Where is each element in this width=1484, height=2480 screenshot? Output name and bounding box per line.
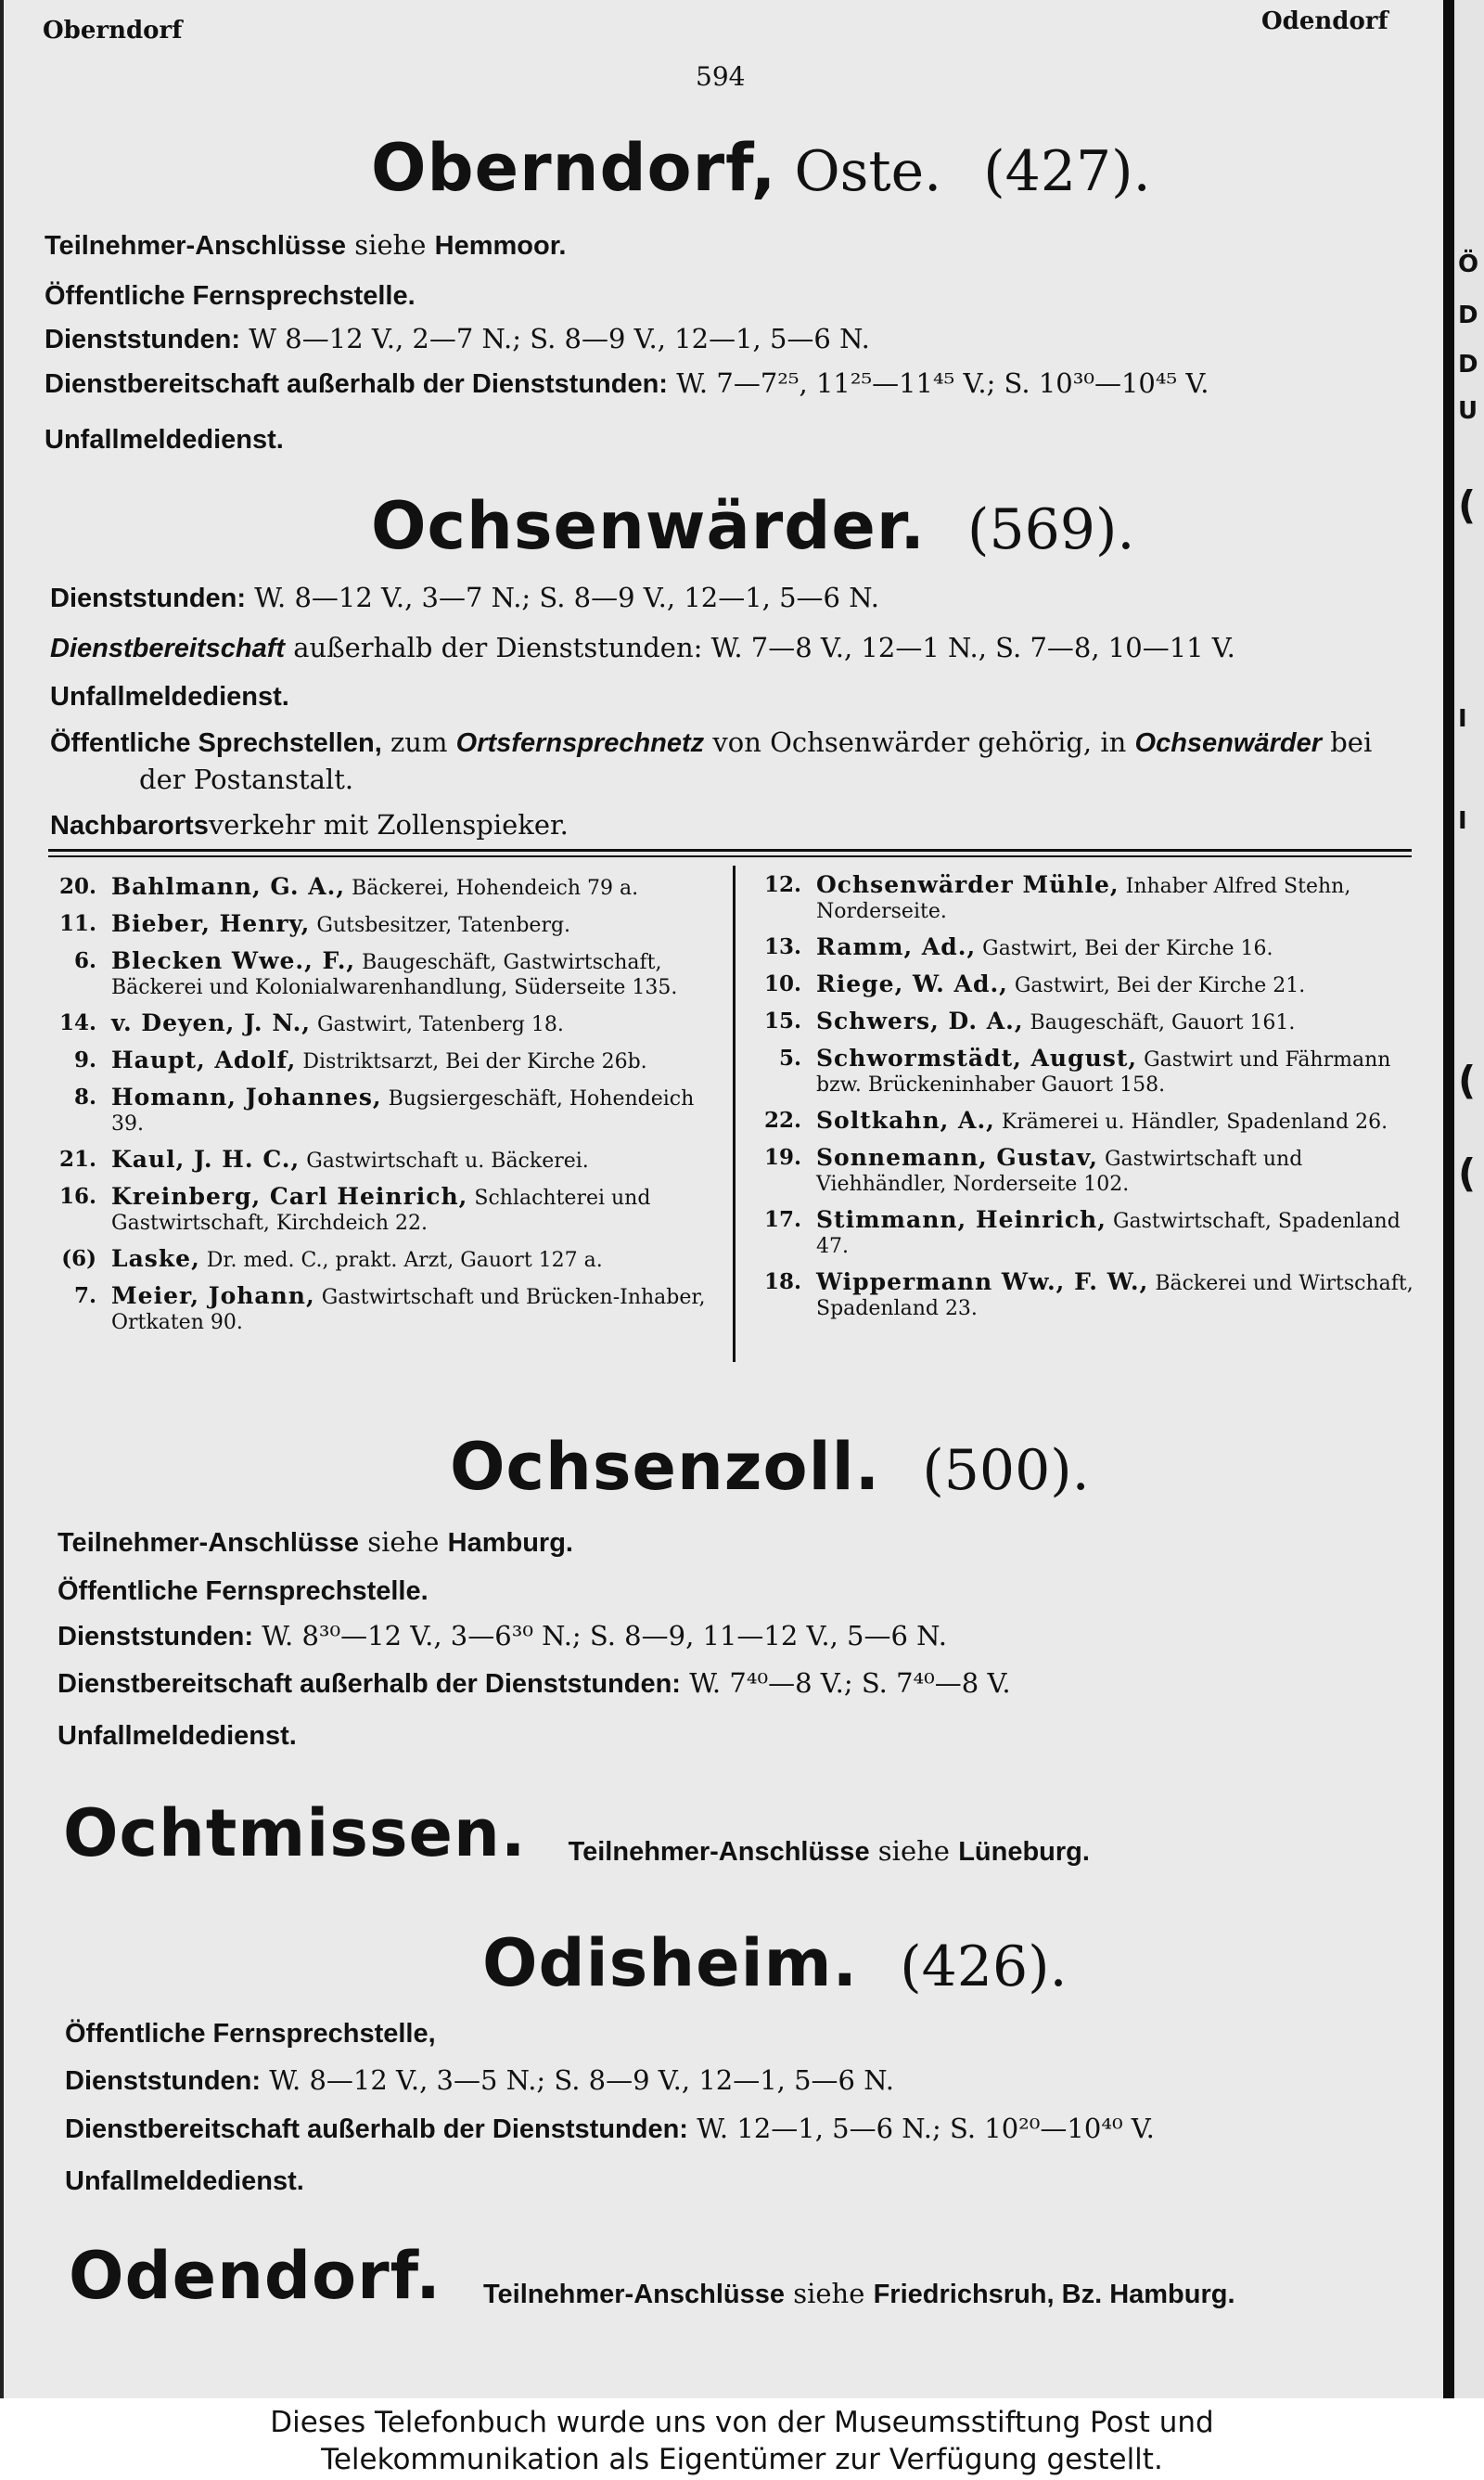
divider-rule xyxy=(48,855,1412,857)
text: Unfallmeldedienst. xyxy=(58,1721,297,1751)
office-hours xyxy=(58,1620,947,1652)
list-item xyxy=(45,1047,712,1074)
hours: W. 8—12 V., 3—7 N.; S. 8—9 V., 12—1, 5—6 N. xyxy=(254,582,879,613)
text: verkehr mit Zollenspieker. xyxy=(208,809,569,841)
next-page-letter: I xyxy=(1458,807,1467,835)
subscriber-name: Wippermann Ww., F. W., xyxy=(816,1268,1149,1295)
next-page-letter: Ö xyxy=(1458,251,1479,278)
subscriber-description: Gastwirtschaft und Brücken-Inhaber, Ortkaten 90. xyxy=(111,1286,706,1334)
next-page-letter: D xyxy=(1458,302,1478,329)
footer-line-2: Telekommunikation als Eigentümer zur Verfügung gestellt. xyxy=(321,2443,1163,2476)
entry-number: 11. xyxy=(58,911,96,936)
subscriber-description: Baugeschäft, Gastwirtschaft, Bäckerei und Kolonialwarenhandlung, Süderseite 135. xyxy=(111,951,678,999)
entry-number: 22. xyxy=(763,1108,801,1133)
list-item xyxy=(749,1269,1426,1321)
next-page-letter: U xyxy=(1458,397,1478,425)
public-phone xyxy=(45,279,416,312)
binding-edge-left xyxy=(0,0,4,2398)
text: der Postanstalt. xyxy=(139,764,354,795)
text: zum xyxy=(390,726,448,758)
public-phone xyxy=(65,2017,436,2050)
public-stations-continued xyxy=(139,764,353,795)
accident-service xyxy=(58,1719,297,1752)
entry-number: 6. xyxy=(73,948,96,973)
text: von Ochsenwärder gehörig, in xyxy=(712,726,1127,758)
label: Dienstbereitschaft außerhalb der Dienststunden: xyxy=(65,2114,688,2144)
subscriber-description: Gastwirt, Bei der Kirche 21. xyxy=(1014,974,1306,997)
list-item xyxy=(45,1184,712,1236)
hours: außerhalb der Dienststunden: W. 7—8 V., 12—1 N., S. 7—8, 10—11 V. xyxy=(293,632,1235,663)
entry-number: 15. xyxy=(763,1009,801,1034)
list-item xyxy=(749,1145,1426,1197)
hours: W. 7⁴⁰—8 V.; S. 7⁴⁰—8 V. xyxy=(689,1667,1011,1699)
reference-place: Hamburg. xyxy=(447,1528,573,1558)
subscriber-name: Meier, Johann, xyxy=(111,1282,315,1309)
divider-rule xyxy=(48,849,1412,852)
subscriber-description: Gutsbesitzer, Tatenberg. xyxy=(316,914,571,937)
next-page-letter: ( xyxy=(1458,1150,1477,1196)
entry-number: 12. xyxy=(763,872,801,897)
list-item xyxy=(45,948,712,1000)
subscriber-reference xyxy=(483,2278,1235,2309)
list-item xyxy=(45,1085,712,1137)
page-number: 594 xyxy=(696,61,746,92)
place-suffix: Oste. xyxy=(794,139,942,204)
header-left: Oberndorf xyxy=(43,17,183,45)
subscriber-description: Gastwirtschaft, Spadenland 47. xyxy=(816,1210,1401,1258)
list-item xyxy=(749,971,1426,998)
standby-hours xyxy=(45,367,1209,400)
entry-number: 5. xyxy=(778,1046,801,1071)
standby-hours xyxy=(65,2113,1155,2145)
list-item xyxy=(749,1009,1426,1035)
neighbor-traffic xyxy=(50,809,569,842)
subscriber-description: Schlachterei und Gastwirtschaft, Kirchdeich 22. xyxy=(111,1187,651,1235)
subscriber-description: Bugsiergeschäft, Hohendeich 39. xyxy=(111,1087,695,1136)
subscriber-description: Gastwirt, Tatenberg 18. xyxy=(316,1013,564,1036)
hours: W 8—12 V., 2—7 N.; S. 8—9 V., 12—1, 5—6 N. xyxy=(249,323,870,354)
place-name: Ochsenwärder. xyxy=(371,488,926,564)
subscriber-name: Riege, W. Ad., xyxy=(816,970,1008,997)
subscriber-name: v. Deyen, J. N., xyxy=(111,1009,311,1036)
subscriber-description: Baugeschäft, Gauort 161. xyxy=(1030,1011,1296,1034)
area-code: (569). xyxy=(967,497,1135,562)
hours: W. 8—12 V., 3—5 N.; S. 8—9 V., 12—1, 5—6 N. xyxy=(269,2064,894,2096)
list-item xyxy=(45,1283,712,1335)
office-hours xyxy=(65,2064,894,2097)
see: siehe xyxy=(793,2278,865,2309)
subscriber-name: Laske, xyxy=(111,1245,200,1272)
subscriber-reference xyxy=(569,1835,1090,1867)
section-odendorf xyxy=(69,2238,1235,2314)
entry-number: (6) xyxy=(61,1246,96,1271)
section-ochtmissen xyxy=(63,1795,1090,1871)
label: Teilnehmer-Anschlüsse xyxy=(568,1837,870,1867)
area-code: (427). xyxy=(983,139,1151,204)
place: Ochsenwärder xyxy=(1134,728,1322,758)
place-name: Ochsenzoll. xyxy=(450,1429,881,1505)
subscriber-name: Schwormstädt, August, xyxy=(816,1045,1138,1072)
entry-number: 18. xyxy=(763,1269,801,1294)
text: Öffentliche Fernsprechstelle. xyxy=(45,281,416,311)
standby-hours xyxy=(58,1667,1011,1700)
text: bei xyxy=(1330,726,1373,758)
entry-number: 16. xyxy=(58,1184,96,1209)
see: siehe xyxy=(367,1526,440,1558)
label: Dienstbereitschaft außerhalb der Dienststunden: xyxy=(58,1669,681,1699)
standby-hours xyxy=(50,632,1235,664)
next-page-letter: D xyxy=(1458,351,1478,379)
label: Teilnehmer-Anschlüsse xyxy=(58,1528,360,1558)
next-page-strip xyxy=(1454,0,1484,2398)
label: Dienststunden: xyxy=(65,2066,262,2096)
label: Dienstbereitschaft außerhalb der Dienststunden: xyxy=(45,369,668,399)
subscriber-description: Gastwirt, Bei der Kirche 16. xyxy=(982,937,1273,960)
list-item xyxy=(749,872,1426,924)
see: siehe xyxy=(354,229,427,261)
reference-place: Friedrichsruh, Bz. Hamburg. xyxy=(873,2280,1235,2309)
subscriber-description: Dr. med. C., prakt. Arzt, Gauort 127 a. xyxy=(206,1249,603,1272)
place-name: Ochtmissen. xyxy=(63,1795,527,1871)
entry-number: 8. xyxy=(73,1085,96,1110)
text: Öffentliche Fernsprechstelle. xyxy=(58,1576,429,1606)
subscriber-name: Ochsenwärder Mühle, xyxy=(816,871,1119,898)
subscriber-description: Gastwirtschaft und Viehhändler, Norderseite 102. xyxy=(816,1148,1303,1196)
footer-line-1: Dieses Telefonbuch wurde uns von der Museumsstiftung Post und xyxy=(270,2406,1214,2439)
public-stations xyxy=(50,726,1372,759)
header-right: Odendorf xyxy=(1261,7,1388,35)
hours: W. 7—7²⁵, 11²⁵—11⁴⁵ V.; S. 10³⁰—10⁴⁵ V. xyxy=(676,367,1209,399)
subscriber-name: Stimmann, Heinrich, xyxy=(816,1206,1107,1233)
subscriber-description: Krämerei u. Händler, Spadenland 26. xyxy=(1001,1111,1388,1134)
label: Dienstbereitschaft xyxy=(50,634,286,663)
subscriber-description: Bäckerei, Hohendeich 79 a. xyxy=(352,877,639,900)
entry-number: 21. xyxy=(58,1147,96,1172)
text: Unfallmeldedienst. xyxy=(65,2166,304,2196)
subscriber-description: Inhaber Alfred Stehn, Norderseite. xyxy=(816,875,1351,923)
subscriber-name: Kaul, J. H. C., xyxy=(111,1146,301,1173)
entry-number: 10. xyxy=(763,971,801,996)
entry-number: 9. xyxy=(73,1047,96,1073)
subscriber-name: Bahlmann, G. A., xyxy=(111,873,346,900)
reference-place: Lüneburg. xyxy=(958,1837,1090,1867)
place-name: Odendorf. xyxy=(69,2238,441,2314)
subscriber-name: Blecken Wwe., F., xyxy=(111,947,356,974)
section-title-ochsenzoll xyxy=(450,1429,1090,1505)
subscriber-name: Soltkahn, A., xyxy=(816,1107,995,1134)
next-page-letter: ( xyxy=(1458,482,1477,528)
list-item xyxy=(45,1147,712,1174)
area-code: (500). xyxy=(922,1438,1090,1503)
label: Dienststunden: xyxy=(58,1622,254,1651)
network: Ortsfernsprechnetz xyxy=(455,728,705,758)
public-phone xyxy=(58,1574,429,1607)
label: Dienststunden: xyxy=(50,584,247,613)
subscriber-name: Kreinberg, Carl Heinrich, xyxy=(111,1183,468,1210)
hours: W. 8³⁰—12 V., 3—6³⁰ N.; S. 8—9, 11—12 V., 5—6 N. xyxy=(262,1620,947,1651)
subscriber-description: Gastwirtschaft u. Bäckerei. xyxy=(306,1150,589,1173)
section-title-odisheim xyxy=(482,1925,1068,2001)
footer-notice xyxy=(0,2398,1484,2480)
list-item xyxy=(45,911,712,938)
section-title-ochsenwaerder xyxy=(371,488,1134,564)
label: Dienststunden: xyxy=(45,325,241,354)
area-code: (426). xyxy=(900,1934,1068,1999)
office-hours xyxy=(45,323,870,355)
subscriber-list-right xyxy=(749,872,1426,1331)
subscriber-description: Gastwirt und Fährmann bzw. Brückeninhaber Gauort 158. xyxy=(816,1048,1391,1097)
entry-number: 20. xyxy=(58,874,96,899)
see: siehe xyxy=(877,1835,950,1867)
subscriber-description: Distriktsarzt, Bei der Kirche 26b. xyxy=(302,1050,647,1073)
entry-number: 17. xyxy=(763,1207,801,1232)
accident-service xyxy=(65,2165,304,2197)
list-item xyxy=(45,1246,712,1273)
column-divider xyxy=(733,866,736,1362)
entry-number: 13. xyxy=(763,934,801,959)
list-item xyxy=(45,874,712,901)
subscriber-name: Sonnemann, Gustav, xyxy=(816,1144,1098,1171)
office-hours xyxy=(50,582,879,614)
subscriber-description: Bäckerei und Wirtschaft, Spadenland 23. xyxy=(816,1272,1414,1320)
label: Nachbarorts xyxy=(50,811,209,841)
next-page-letter: I xyxy=(1458,705,1467,733)
entry-number: 14. xyxy=(58,1010,96,1035)
subscriber-name: Bieber, Henry, xyxy=(111,910,311,937)
list-item xyxy=(749,1046,1426,1098)
subscriber-reference xyxy=(58,1526,573,1559)
label: Teilnehmer-Anschlüsse xyxy=(45,231,347,261)
subscriber-name: Homann, Johannes, xyxy=(111,1084,382,1111)
list-item xyxy=(749,1108,1426,1135)
hours: W. 12—1, 5—6 N.; S. 10²⁰—10⁴⁰ V. xyxy=(697,2113,1155,2144)
text: Öffentliche Fernsprechstelle, xyxy=(65,2019,436,2049)
entry-number: 19. xyxy=(763,1145,801,1170)
place-name: Oberndorf, xyxy=(371,130,777,206)
reference-place: Hemmoor. xyxy=(434,231,567,261)
section-title-oberndorf xyxy=(371,130,1151,206)
accident-service xyxy=(45,423,284,456)
list-item xyxy=(749,934,1426,961)
list-item xyxy=(749,1207,1426,1259)
list-item xyxy=(45,1010,712,1037)
entry-number: 7. xyxy=(73,1283,96,1308)
subscriber-reference xyxy=(45,229,566,262)
subscriber-list-left xyxy=(45,874,712,1345)
next-page-letter: ( xyxy=(1458,1058,1477,1103)
label: Öffentliche Sprechstellen, xyxy=(50,728,382,758)
subscriber-name: Schwers, D. A., xyxy=(816,1008,1024,1034)
text: Unfallmeldedienst. xyxy=(45,425,284,455)
accident-service xyxy=(50,680,289,713)
subscriber-name: Haupt, Adolf, xyxy=(111,1047,297,1073)
text: Unfallmeldedienst. xyxy=(50,682,289,712)
place-name: Odisheim. xyxy=(482,1925,859,2001)
label: Teilnehmer-Anschlüsse xyxy=(482,2280,785,2309)
subscriber-name: Ramm, Ad., xyxy=(816,933,977,960)
binding-edge-right xyxy=(1443,0,1454,2398)
